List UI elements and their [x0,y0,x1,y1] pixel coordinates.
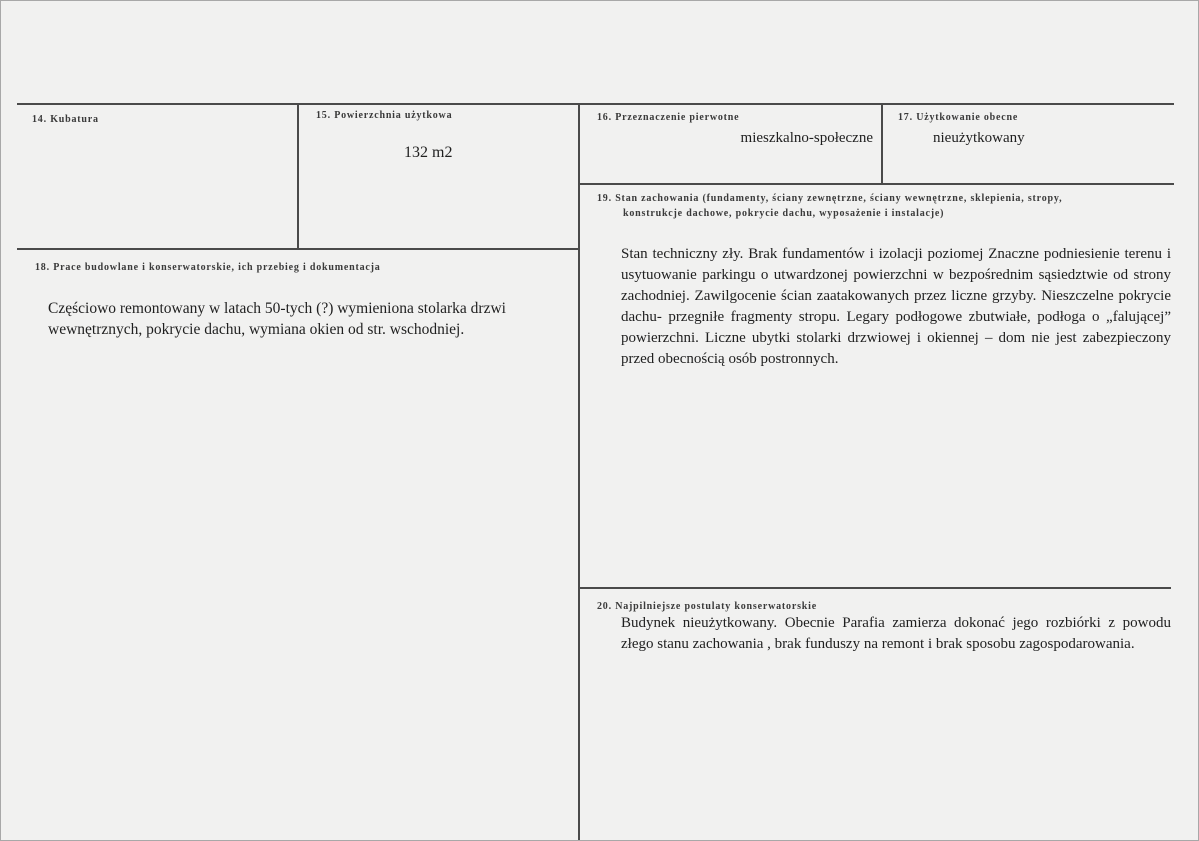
field-15-value: 132 m2 [404,144,453,161]
field-14-label: 14. Kubatura [32,114,99,125]
field-15-label: 15. Powierzchnia użytkowa [316,110,453,121]
rule-under-16-17 [579,183,1174,185]
divider-14-15 [297,104,299,249]
field-17-value: nieużytkowany [933,130,1025,146]
field-16-value: mieszkalno-społeczne [740,130,873,146]
field-20-label: 20. Najpilniejsze postulaty konserwatorskie [597,601,817,612]
field-18-label: 18. Prace budowlane i konserwatorskie, ich przebieg i dokumentacja [35,262,381,273]
main-vertical-divider [578,104,580,840]
rule-above-20 [579,587,1171,589]
field-19-label-line1: 19. Stan zachowania (fundamenty, ściany zewnętrzne, ściany wewnętrzne, sklepienia, stropy, [597,193,1063,204]
field-19-label-line2: konstrukcje dachowe, pokrycie dachu, wyposażenie i instalacje) [623,208,945,219]
field-19-value: Stan techniczny zły. Brak fundamentów i izolacji poziomej Znaczne podniesienie terenu i usytuowanie parkingu o utwardzonej powierzchni w bezpośrednim sąsiedztwie od strony zachodniej. Zawilgocenie ścian zaatakowanych przez liczne grzyby. Nieszczelne pokrycie dachu- przegniłe fragmenty stropu. Legary podłogowe zbutwiałe, podłoga o „falującej” powierzchni. Liczne ubytki stolarki drzwiowej i okiennej – dom nie jest zabezpieczony przed obecnością osób postronnych. [621,246,1171,367]
field-20-value: Budynek nieużytkowany. Obecnie Parafia zamierza dokonać jego rozbiórki z powodu złego stanu zachowania , brak funduszy na remont i brak sposobu zagospodarowania. [621,615,1171,652]
field-17-label: 17. Użytkowanie obecne [898,112,1019,123]
top-rule [17,103,1174,105]
field-16-label: 16. Przeznaczenie pierwotne [597,112,740,123]
field-18-value: Częściowo remontowany w latach 50-tych (?) wymieniona stolarka drzwi wewnętrznych, pokrycie dachu, wymiana okien od str. wschodniej. [48,300,506,338]
rule-under-14-15 [17,248,580,250]
divider-16-17 [881,104,883,184]
